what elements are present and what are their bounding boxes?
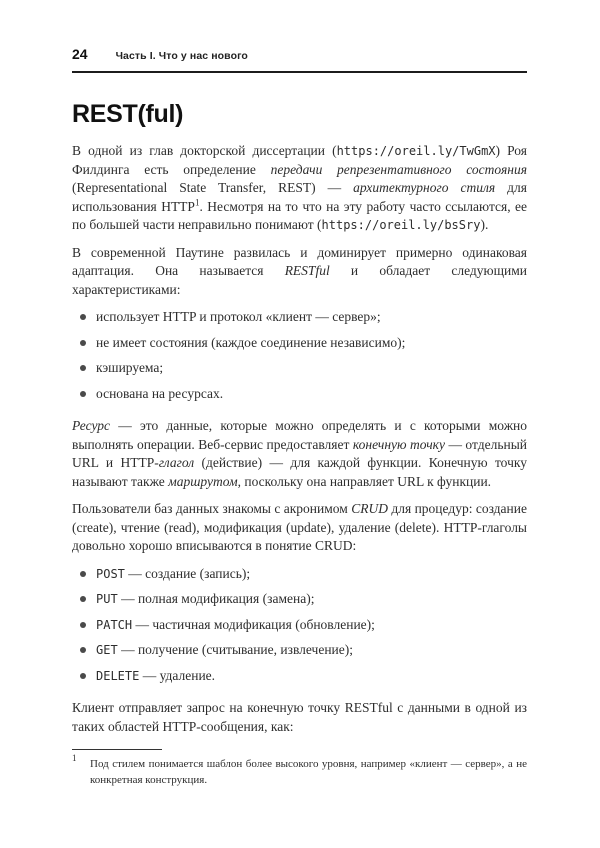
paragraph-client: Клиент отправляет запрос на конечную точку RESTful с данными в одной из таких областей HTTP-сообщения, как: xyxy=(72,700,527,734)
list-item xyxy=(72,565,527,584)
paragraph-crud: Пользователи баз данных знакомы с акронимом CRUD для процедур: создание (create), чтение (read), модификация (update), удаление (delete). HTTP-глаголы довольно хорошо вписываются в понятие CRUD: xyxy=(72,501,527,553)
list-item-text: не имеет состояния (каждое соединение независимо); xyxy=(96,334,406,350)
page-header xyxy=(72,46,527,73)
list-item xyxy=(72,308,527,327)
list-item-text: кэшируема; xyxy=(96,360,164,375)
http-verbs-list xyxy=(72,565,527,686)
running-title: Часть I. Что у нас нового xyxy=(115,50,248,62)
list-item xyxy=(72,667,527,686)
bullet-icon xyxy=(80,365,86,371)
bullet-icon xyxy=(80,673,86,679)
footnote xyxy=(72,749,527,788)
footnote-divider xyxy=(72,749,162,750)
footnote-marker: 1 xyxy=(72,753,77,763)
bullet-icon xyxy=(80,647,86,653)
bullet-icon xyxy=(80,314,86,320)
footnote-row xyxy=(72,753,527,788)
list-item-text: DELETE — удаление. xyxy=(96,667,216,683)
page-number: 24 xyxy=(72,46,88,62)
list-item xyxy=(72,641,527,660)
bullet-icon xyxy=(80,596,86,602)
list-item xyxy=(72,385,527,404)
section-heading: REST(ful) xyxy=(72,100,184,128)
list-item xyxy=(72,616,527,635)
list-item-text: GET — получение (считывание, извлечение); xyxy=(96,642,354,657)
list-item-text: основана на ресурсах. xyxy=(96,385,224,401)
list-item xyxy=(72,590,527,609)
list-item-text: POST — создание (запись); xyxy=(96,565,251,581)
bullet-icon xyxy=(80,571,86,577)
paragraph-resource: Ресурс — это данные, которые можно определять и с которыми можно выполнять операции. Веб-сервис предоставляет конечную точку — отдельный URL и HTTP-глагол (действие) — для каждой функции. Конечную точку называют также маршрутом, поскольку она направляет URL к функции. xyxy=(72,418,527,489)
list-item-text: PATCH — частичная модификация (обновление); xyxy=(96,616,375,632)
paragraph-adaptation: В современной Паутине развилась и доминирует примерно одинаковая адаптация. Она называется RESTful и обладает следующими характеристиками: xyxy=(72,244,527,297)
paragraph-intro: В одной из глав докторской диссертации (https://oreil.ly/TwGmX) Роя Филдинга есть определение передачи репрезентативного состояния (Representational State Transfer, REST) — архитектурного стиля для использования HTTP$^1$. Несмотря на то что на эту работу часто ссылаются, ее по большей части неправильно понимают (https://oreil.ly/bsSry). xyxy=(72,143,528,232)
footnote-text: Под стилем понимается шаблон более высокого уровня, например «клиент — сервер», а не конкретная конструкция. xyxy=(90,758,527,786)
bullet-icon xyxy=(80,391,86,397)
bullet-icon xyxy=(80,622,86,628)
list-item xyxy=(72,334,527,353)
list-item-text: PUT — полная модификация (замена); xyxy=(96,591,315,606)
characteristics-list xyxy=(72,308,527,403)
list-item xyxy=(72,359,527,378)
list-item-text: использует HTTP и протокол «клиент — сервер»; xyxy=(96,309,381,324)
bullet-icon xyxy=(80,340,86,346)
